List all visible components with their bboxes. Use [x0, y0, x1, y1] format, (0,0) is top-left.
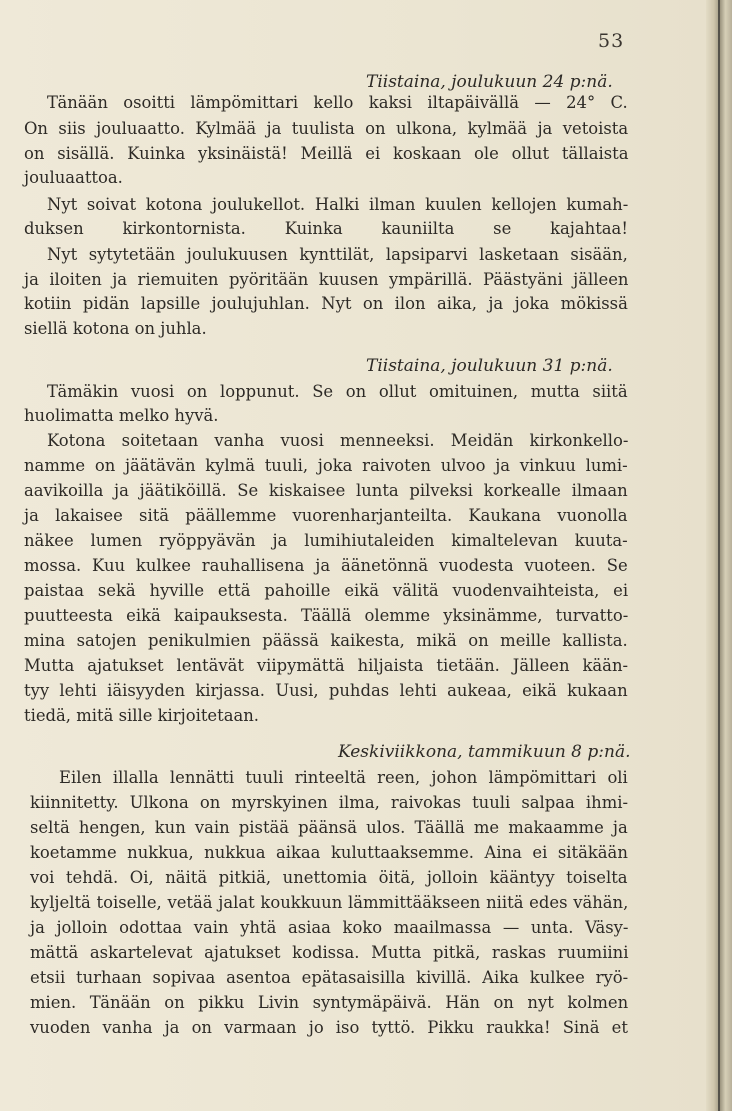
text-line: Tänään osoitti lämpömittari kello kaksi iltapäivällä — 24° C. [47, 93, 628, 112]
entry-date-heading: Keskiviikkona, tammikuun 8 p:nä. [338, 742, 631, 762]
text-line: kotiin pidän lapsille joulujuhlan. Nyt on ilon aika, ja joka mökissä [24, 294, 628, 313]
text-line: näkee lumen ryöppyävän ja lumihiutaleiden kimaltelevan kuuta- [24, 531, 628, 550]
text-line: huolimatta melko hyvä. [24, 406, 219, 425]
page-number: 53 [598, 30, 625, 52]
text-line: aavikoilla ja jäätiköillä. Se kiskaisee lunta pilveksi korkealle ilmaan [24, 481, 628, 500]
text-line: seltä hengen, kun vain pistää päänsä ulos. Täällä me makaamme ja [30, 818, 628, 837]
text-line: ja iloiten ja riemuiten pyöritään kuusen ympärillä. Päästyäni jälleen [24, 270, 629, 289]
text-line: ja jolloin odottaa vain yhtä asiaa koko maailmassa — unta. Väsy- [30, 918, 629, 937]
text-line: mossa. Kuu kulkee rauhallisena ja äänetönnä vuodesta vuoteen. Se [24, 556, 628, 575]
text-line: mättä askartelevat ajatukset kodissa. Mutta pitkä, raskas ruumiini [30, 943, 629, 962]
text-line: mien. Tänään on pikku Livin syntymäpäivä. Hän on nyt kolmen [30, 993, 629, 1012]
text-line: Tämäkin vuosi on loppunut. Se on ollut omituinen, mutta siitä [47, 382, 628, 401]
text-line: kyljeltä toiselle, vetää jalat koukkuun lämmittääkseen niitä edes vähän, [30, 893, 629, 912]
text-line: Nyt soivat kotona joulukellot. Halki ilman kuulen kellojen kumah- [47, 195, 629, 214]
text-line: tyy lehti iäisyyden kirjassa. Uusi, puhdas lehti aukeaa, eikä kukaan [24, 681, 628, 700]
text-line: Mutta ajatukset lentävät viipymättä hiljaista tietään. Jälleen kään- [24, 656, 629, 675]
text-line: siellä kotona on juhla. [24, 319, 207, 338]
text-line: etsii turhaan sopivaa asentoa epätasaisilla kivillä. Aika kulkee ryö- [30, 968, 629, 987]
text-line: paistaa sekä hyville että pahoille eikä välitä vuodenvaihteista, ei [24, 581, 629, 600]
text-line: koetamme nukkua, nukkua aikaa kuluttaaksemme. Aina ei sitäkään [30, 843, 628, 862]
entry-date-heading: Tiistaina, joulukuun 31 p:nä. [366, 356, 613, 376]
text-line: on sisällä. Kuinka yksinäistä! Meillä ei koskaan ole ollut tällaista [24, 144, 629, 163]
text-line: ja lakaisee sitä päällemme vuorenharjanteilta. Kaukana vuonolla [24, 506, 628, 525]
text-line: jouluaattoa. [24, 168, 123, 187]
entry-date-heading: Tiistaina, joulukuun 24 p:nä. [366, 72, 613, 92]
text-line: vuoden vanha ja on varmaan jo iso tyttö. Pikku raukka! Sinä et [30, 1018, 628, 1037]
text-line: On siis jouluaatto. Kylmää ja tuulista on ulkona, kylmää ja vetoista [24, 119, 629, 138]
text-line: Kotona soitetaan vanha vuosi menneeksi. Meidän kirkonkello- [47, 431, 629, 450]
text-line: namme on jäätävän kylmä tuuli, joka raivoten ulvoo ja vinkuu lumi- [24, 456, 628, 475]
text-line: Eilen illalla lennätti tuuli rinteeltä reen, johon lämpömittari oli [59, 768, 628, 787]
text-line: puutteesta eikä kaipauksesta. Täällä olemme yksinämme, turvatto- [24, 606, 629, 625]
text-line: voi tehdä. Oi, näitä pitkiä, unettomia öitä, jolloin kääntyy toiselta [30, 868, 628, 887]
text-line: mina satojen penikulmien päässä kaikesta, mikä on meille kallista. [24, 631, 628, 650]
text-line: Nyt sytytetään joulukuusen kynttilät, lapsiparvi lasketaan sisään, [47, 245, 628, 264]
text-line: tiedä, mitä sille kirjoitetaan. [24, 706, 259, 725]
text-line: kiinnitetty. Ulkona on myrskyinen ilma, raivokas tuuli salpaa ihmi- [30, 793, 629, 812]
text-line: duksen kirkontornista. Kuinka kauniilta se kajahtaa! [24, 219, 628, 238]
book-spine-edge [706, 0, 732, 1111]
